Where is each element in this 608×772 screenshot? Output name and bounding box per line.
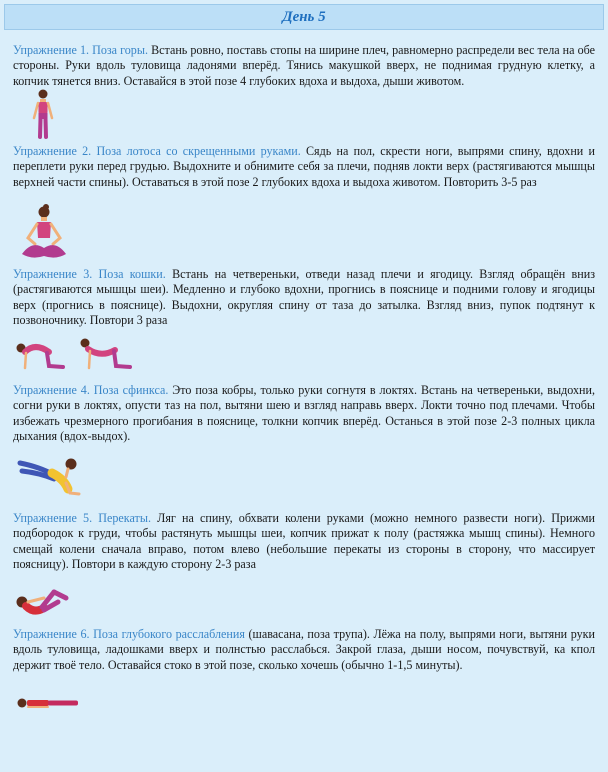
rolling-pose-icon (14, 580, 72, 620)
exercise-4-text: Это поза кобры, только руки согнутя в локтях. Встань на четвереньки, выдохни, согни руки в локтях, опусти таз на пол, вытяни шею и взгляд направь вверх. Локти точно под плечами. Чтобы избежать чрезмерного прогибания в пояснице, толкни копчик вперёд. Останься в этой позе 2-3 полных цикла дыхания (вдох-выдох). (13, 383, 595, 444)
exercise-1-title: Упражнение 1. Поза горы. (13, 43, 148, 57)
exercise-6-title: Упражнение 6. Поза глубокого расслабления (13, 627, 245, 641)
exercise-3 (13, 267, 595, 329)
corpse-pose-icon (16, 694, 82, 712)
lotus-pose-icon (18, 204, 70, 262)
exercise-5-text: Ляг на спину, обхвати колени руками (можно немного развести ноги). Прижми подбородок к груди, чтобы растянуть мышцы шеи, копчик прижат к полу (растяжка мышц спины). Немного смещай колени сначала вправо, потом влево (небольшие перекаты из стороны в сторону, что массирует поясницу). Повтори в каждую сторону 2-3 раза (13, 511, 595, 572)
exercise-2-text: Сядь на пол, скрести ноги, выпрями спину, вдохни и переплети руки перед грудью. Выдохните и обнимите себя за плечи, подняв локти верх (растягиваются мышцы верхней части спины). Оставаться в этой позе 2 глубоких вдоха и выдоха животом. Повторить 3-5 раз (13, 144, 595, 189)
exercise-1-text: Встань ровно, поставь стопы на ширине плеч, равномерно распредели вес тела на обе стороны. Руки вдоль туловища ладонями вперёд. Тянись макушкой вверх, не поднимая грудную клетку, а копчик тянется вниз. Оставайся в этой позе 4 глубоких вдоха и выдоха, дыши животом. (13, 43, 595, 88)
exercise-4-title: Упражнение 4. Поза сфинкса. (13, 383, 169, 397)
exercise-1 (13, 43, 595, 89)
mountain-pose-icon (28, 88, 58, 140)
exercise-3-title: Упражнение 3. Поза кошки. (13, 267, 166, 281)
exercise-6-text: (шавасана, поза трупа). Лёжа на полу, выпрями ноги, вытяни руки вдоль туловища, ладошками вверх и полнстью расслабься. Закрой глаза, дыши носом, почувствуй, ка кпол держит твоё тело. Оставайся стоко в этой позе, сколько хочешь (обычно 1-1,5 минуты). (13, 627, 595, 672)
exercise-6 (13, 627, 595, 673)
day-header (4, 4, 604, 30)
exercise-5-title: Упражнение 5. Перекаты. (13, 511, 151, 525)
exercise-4 (13, 383, 595, 445)
sphinx-pose-icon (16, 453, 82, 497)
cat-pose-icon (15, 336, 133, 372)
day-title: День 5 (282, 8, 326, 25)
exercise-2 (13, 144, 595, 190)
exercise-3-text: Встань на четвереньки, отведи назад плечи и ягодицу. Взгляд обращён вниз (растягиваются мышцы шеи). Медленно и глубоко вдохни, прогнись в пояснице и подними голову и ягодицы верх (прогнись в пояснице). Выдохни, округляя спину от таза до затылка. Взгляд вниз, пупок подтянут к позвоночнику. Повтори 3 раза (13, 267, 595, 328)
exercise-5 (13, 511, 595, 573)
exercise-2-title: Упражнение 2. Поза лотоса со скрещенными руками. (13, 144, 301, 158)
